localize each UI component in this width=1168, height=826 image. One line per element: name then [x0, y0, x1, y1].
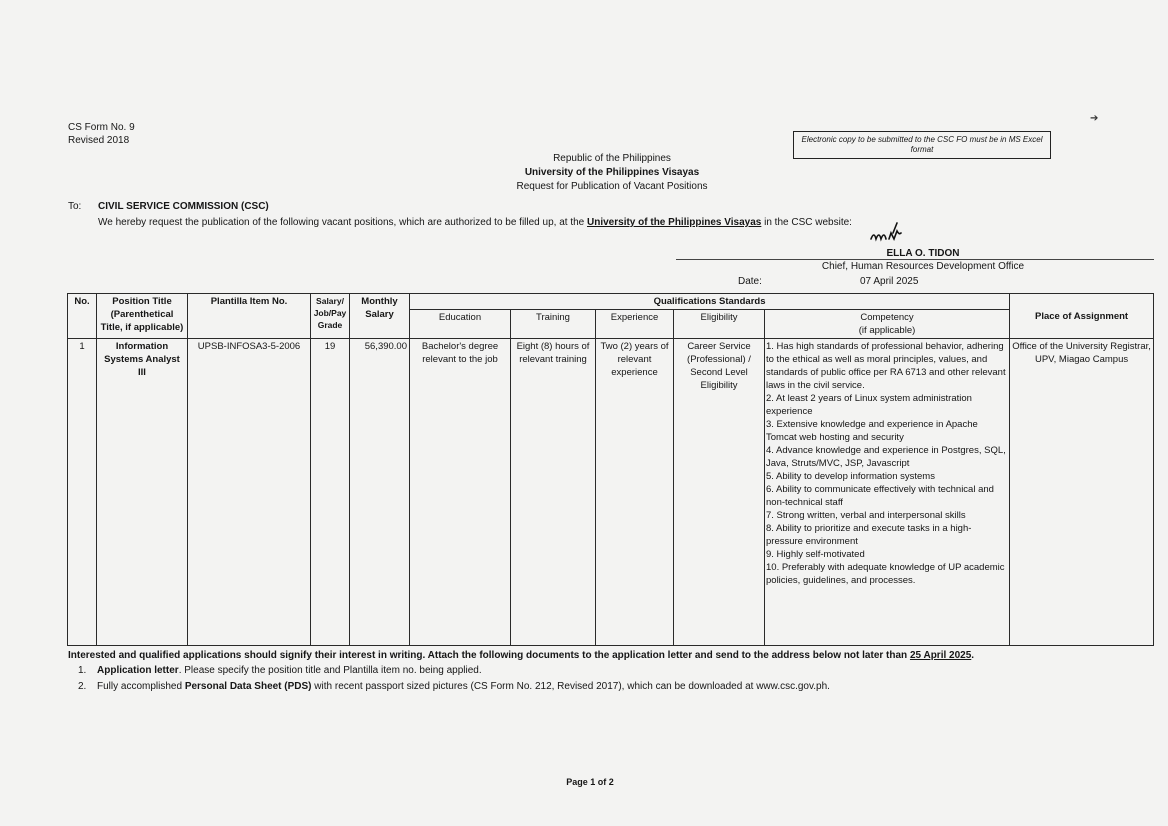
signatory-title: Chief, Human Resources Development Office — [821, 261, 1025, 272]
document-header — [440, 152, 784, 194]
header-training: Training — [511, 310, 596, 339]
request-statement — [98, 216, 852, 229]
header-plantilla: Plantilla Item No. — [188, 294, 311, 339]
signatory-name: ELLA O. TIDON — [886, 248, 960, 259]
competency-item: 4. Advance knowledge and experience in Postgres, SQL, Java, Struts/MVC, JSP, Javascript — [766, 445, 1006, 469]
cell-position-title: Information Systems Analyst III — [97, 339, 188, 646]
competency-item: 7. Strong written, verbal and interpersonal skills — [766, 510, 966, 521]
signature-rule — [676, 259, 1154, 260]
requirements-list — [78, 663, 830, 695]
republic-line: Republic of the Philippines — [553, 153, 671, 164]
header-eligibility: Eligibility — [674, 310, 765, 339]
competency-item: 9. Highly self-motivated — [766, 549, 865, 560]
header-no: No. — [68, 294, 97, 339]
excel-format-notice: Electronic copy to be submitted to the CSC FO must be in MS Excel format — [793, 131, 1051, 159]
to-label: To: — [68, 201, 82, 212]
request-suffix: in the CSC website: — [764, 217, 852, 228]
vacant-positions-table — [67, 293, 1154, 646]
deadline-date: 25 April 2025 — [909, 650, 972, 661]
cell-competency — [765, 339, 1010, 646]
header-position-title: Position Title (Parenthetical Title, if applicable) — [97, 294, 188, 339]
competency-item: 2. At least 2 years of Linux system administration experience — [766, 393, 972, 417]
form-number: CS Form No. 9 — [68, 122, 135, 133]
table-header-row — [68, 294, 1154, 310]
addressee-line — [68, 200, 269, 213]
table-row — [68, 339, 1154, 646]
form-revision: Revised 2018 — [68, 135, 130, 146]
cell-education: Bachelor's degree relevant to the job — [410, 339, 511, 646]
competency-item: 3. Extensive knowledge and experience in Apache Tomcat web hosting and security — [766, 419, 978, 443]
cell-eligibility: Career Service (Professional) / Second Level Eligibility — [674, 339, 765, 646]
signatory-block — [760, 247, 1086, 273]
list-item: 1. Application letter. Please specify the position title and Plantilla item no. being applied. — [78, 665, 482, 676]
competency-item: 6. Ability to communicate effectively with technical and non-technical staff — [766, 484, 994, 508]
header-salary-grade: Salary/ Job/Pay Grade — [311, 294, 350, 339]
request-title: Request for Publication of Vacant Positions — [516, 181, 708, 192]
competency-item: 1. Has high standards of professional behavior, adhering to the ethical as well as moral principles, values, and standards of public office per RA 6713 and other relevant laws in the civil service. — [766, 341, 1006, 391]
page-number: Page 1 of 2 — [566, 777, 614, 787]
header-experience: Experience — [596, 310, 674, 339]
header-competency: Competency (if applicable) — [765, 310, 1010, 339]
pointer-mark-icon: ➔ — [1090, 113, 1099, 124]
header-monthly-salary: Monthly Salary — [350, 294, 410, 339]
cell-training: Eight (8) hours of relevant training — [511, 339, 596, 646]
list-item: 2. Fully accomplished Personal Data Sheet (PDS) with recent passport sized pictures (CS Form No. 212, Revised 2017), which can be downloaded at www.csc.gov.ph. — [78, 681, 830, 692]
application-instructions: Interested and qualified applications should signify their interest in writing. Attach the following documents to the application letter and send to the address below not later than 25 April 2025. — [68, 650, 975, 661]
cell-salary: 56,390.00 — [350, 339, 410, 646]
cell-place: Office of the University Registrar, UPV, Miagao Campus — [1010, 339, 1154, 646]
university-name: University of the Philippines Visayas — [524, 167, 700, 178]
competency-item: 10. Preferably with adequate knowledge of UP academic policies, guidelines, and processes. — [766, 562, 1005, 586]
form-identifier — [68, 121, 135, 147]
header-qualifications: Qualifications Standards — [410, 294, 1010, 310]
cell-experience: Two (2) years of relevant experience — [596, 339, 674, 646]
header-place: Place of Assignment — [1010, 294, 1154, 339]
competency-item: 8. Ability to prioritize and execute tasks in a high-pressure environment — [766, 523, 972, 547]
cell-grade: 19 — [311, 339, 350, 646]
cell-no: 1 — [68, 339, 97, 646]
request-prefix: We hereby request the publication of the following vacant positions, which are authorized to be filled up, at the — [98, 217, 585, 228]
agency-name: University of the Philippines Visayas — [587, 217, 762, 228]
recipient-name: CIVIL SERVICE COMMISSION (CSC) — [98, 201, 269, 212]
cell-plantilla: UPSB-INFOSA3-5-2006 — [188, 339, 311, 646]
date-value: 07 April 2025 — [860, 276, 919, 287]
competency-item: 5. Ability to develop information systems — [766, 471, 935, 482]
instructions-intro: Interested and qualified applications should signify their interest in writing. Attach the following documents to the application letter and send to the address below not later than — [68, 650, 908, 661]
header-education: Education — [410, 310, 511, 339]
handwritten-signature — [867, 219, 917, 245]
date-label: Date: — [738, 276, 762, 287]
